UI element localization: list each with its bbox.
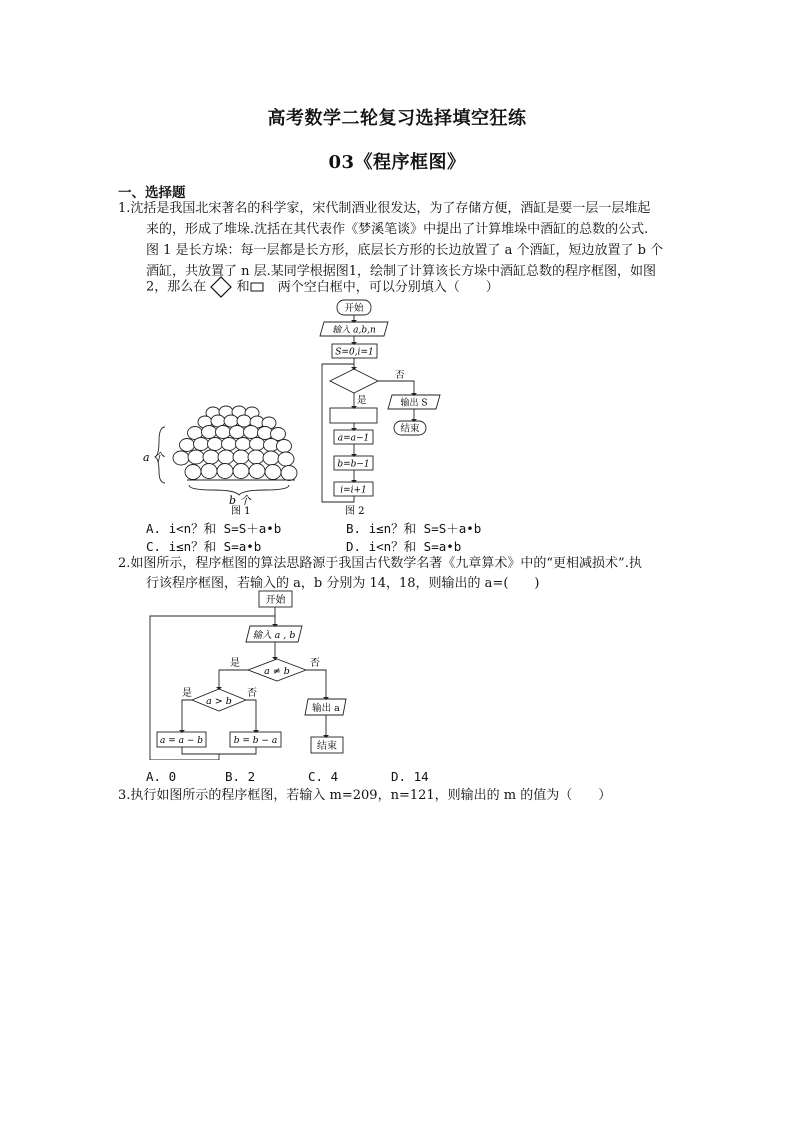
flow-q2-no2-label: 否 xyxy=(247,688,257,699)
q2-line-2: 行该程序框图，若输入的 a，b 分别为 14，18，则输出的 a=( ) xyxy=(146,576,540,591)
flow2-yes-label: 是 xyxy=(357,395,367,406)
q1-option-d[interactable]: D. i<n？和 S=a•b xyxy=(346,539,462,554)
q1-line-3: 图 1 是长方垛：每一层都是长方形，底层长方形的长边放置了 a 个酒缸，短边放置了 b 个 xyxy=(146,243,664,258)
section-heading: 一、选择题 xyxy=(118,185,186,201)
figure-1-barrel-stack xyxy=(143,395,313,515)
flow2-condition-node xyxy=(330,369,378,393)
flow2-step-i-label: i=i+1 xyxy=(340,485,367,496)
document-title: 高考数学二轮复习选择填空狂练 xyxy=(267,108,527,129)
flow-q2-input-label: 输入 a , b xyxy=(252,630,296,641)
flow-q2-end-label: 结束 xyxy=(317,741,337,752)
q1-line-5-part-b: 和 xyxy=(236,279,250,295)
q1-line-4: 酒缸，共放置了 n 层.某同学根据图1，绘制了计算该长方垛中酒缸总数的程序框图，如图 xyxy=(146,264,657,279)
q1-option-b[interactable]: B. i≤n？和 S=S＋a•b xyxy=(346,521,482,536)
flow2-no-label: 否 xyxy=(395,370,405,381)
flow2-output-label: 输出 S xyxy=(400,398,428,409)
q1-option-c[interactable]: C. i≤n？和 S=a•b xyxy=(146,539,262,554)
document-subtitle: 03《程序框图》 xyxy=(328,152,466,173)
flow-q2-start-label: 开始 xyxy=(265,595,286,606)
q1-line-5 xyxy=(146,276,499,298)
flow-q2-yes1-label: 是 xyxy=(230,658,240,669)
flow2-start-label: 开始 xyxy=(344,303,364,314)
barrel-row-mid xyxy=(180,426,292,453)
q2-line-1: 2.如图所示，程序框图的算法思路源于我国古代数学名著《九章算术》中的“更相减损术”.执 xyxy=(118,556,642,571)
fig1-a-label: a 个 xyxy=(143,451,165,464)
figure-1-caption: 图 1 xyxy=(231,506,251,515)
barrel-row-front xyxy=(173,450,297,481)
q1-option-a[interactable]: A. i<n？和 S=S＋a•b xyxy=(146,521,282,536)
fig1-b-label: b 个 xyxy=(229,494,251,507)
rectangle-blank-icon xyxy=(250,282,264,292)
flow2-step-b-label: b=b−1 xyxy=(337,459,370,470)
figure-2-flowchart xyxy=(310,298,470,520)
q1-line-5-part-a: 2，那么在 xyxy=(146,279,207,295)
flow-q2-output-label: 输出 a xyxy=(312,703,340,714)
figure-2-caption: 图 2 xyxy=(345,506,365,517)
q2-flowchart xyxy=(146,588,366,760)
q1-line-1: 1.沈括是我国北宋著名的科学家，宋代制酒业很发达，为了存储方便，酒缸是要一层一层堆起 xyxy=(118,201,651,216)
flow-q2-left-label: a = a − b xyxy=(159,736,204,746)
q1-line-5-part-c: 两个空白框中，可以分别填入（ ） xyxy=(277,279,499,295)
flow2-end-label: 结束 xyxy=(400,423,420,435)
q2-option-c[interactable]: C. 4 xyxy=(308,769,339,784)
flow-q2-yes2-label: 是 xyxy=(182,688,192,699)
q2-option-a[interactable]: A. 0 xyxy=(146,769,177,784)
flow-q2-no1-label: 否 xyxy=(310,658,320,669)
flow2-input-label: 输入 a,b,n xyxy=(332,325,376,336)
flow-q2-cond1-label: a ≠ b xyxy=(264,666,290,677)
flow2-blank-node xyxy=(330,408,377,423)
flow-q2-right-label: b = b − a xyxy=(233,736,278,746)
flow2-init-label: S=0,i=1 xyxy=(335,347,374,358)
q2-option-d[interactable]: D. 14 xyxy=(391,769,429,784)
q3-line-1: 3.执行如图所示的程序框图，若输入 m=209，n=121，则输出的 m 的值为（ ） xyxy=(118,788,612,803)
q1-line-2: 来的，形成了堆垛.沈括在其代表作《梦溪笔谈》中提出了计算堆垛中酒缸的总数的公式. xyxy=(146,222,649,237)
flow-q2-cond2-label: a > b xyxy=(206,696,232,707)
flow2-step-a-label: a=a−1 xyxy=(337,433,370,444)
q2-option-b[interactable]: B. 2 xyxy=(225,769,256,784)
diamond-blank-icon xyxy=(210,276,232,298)
